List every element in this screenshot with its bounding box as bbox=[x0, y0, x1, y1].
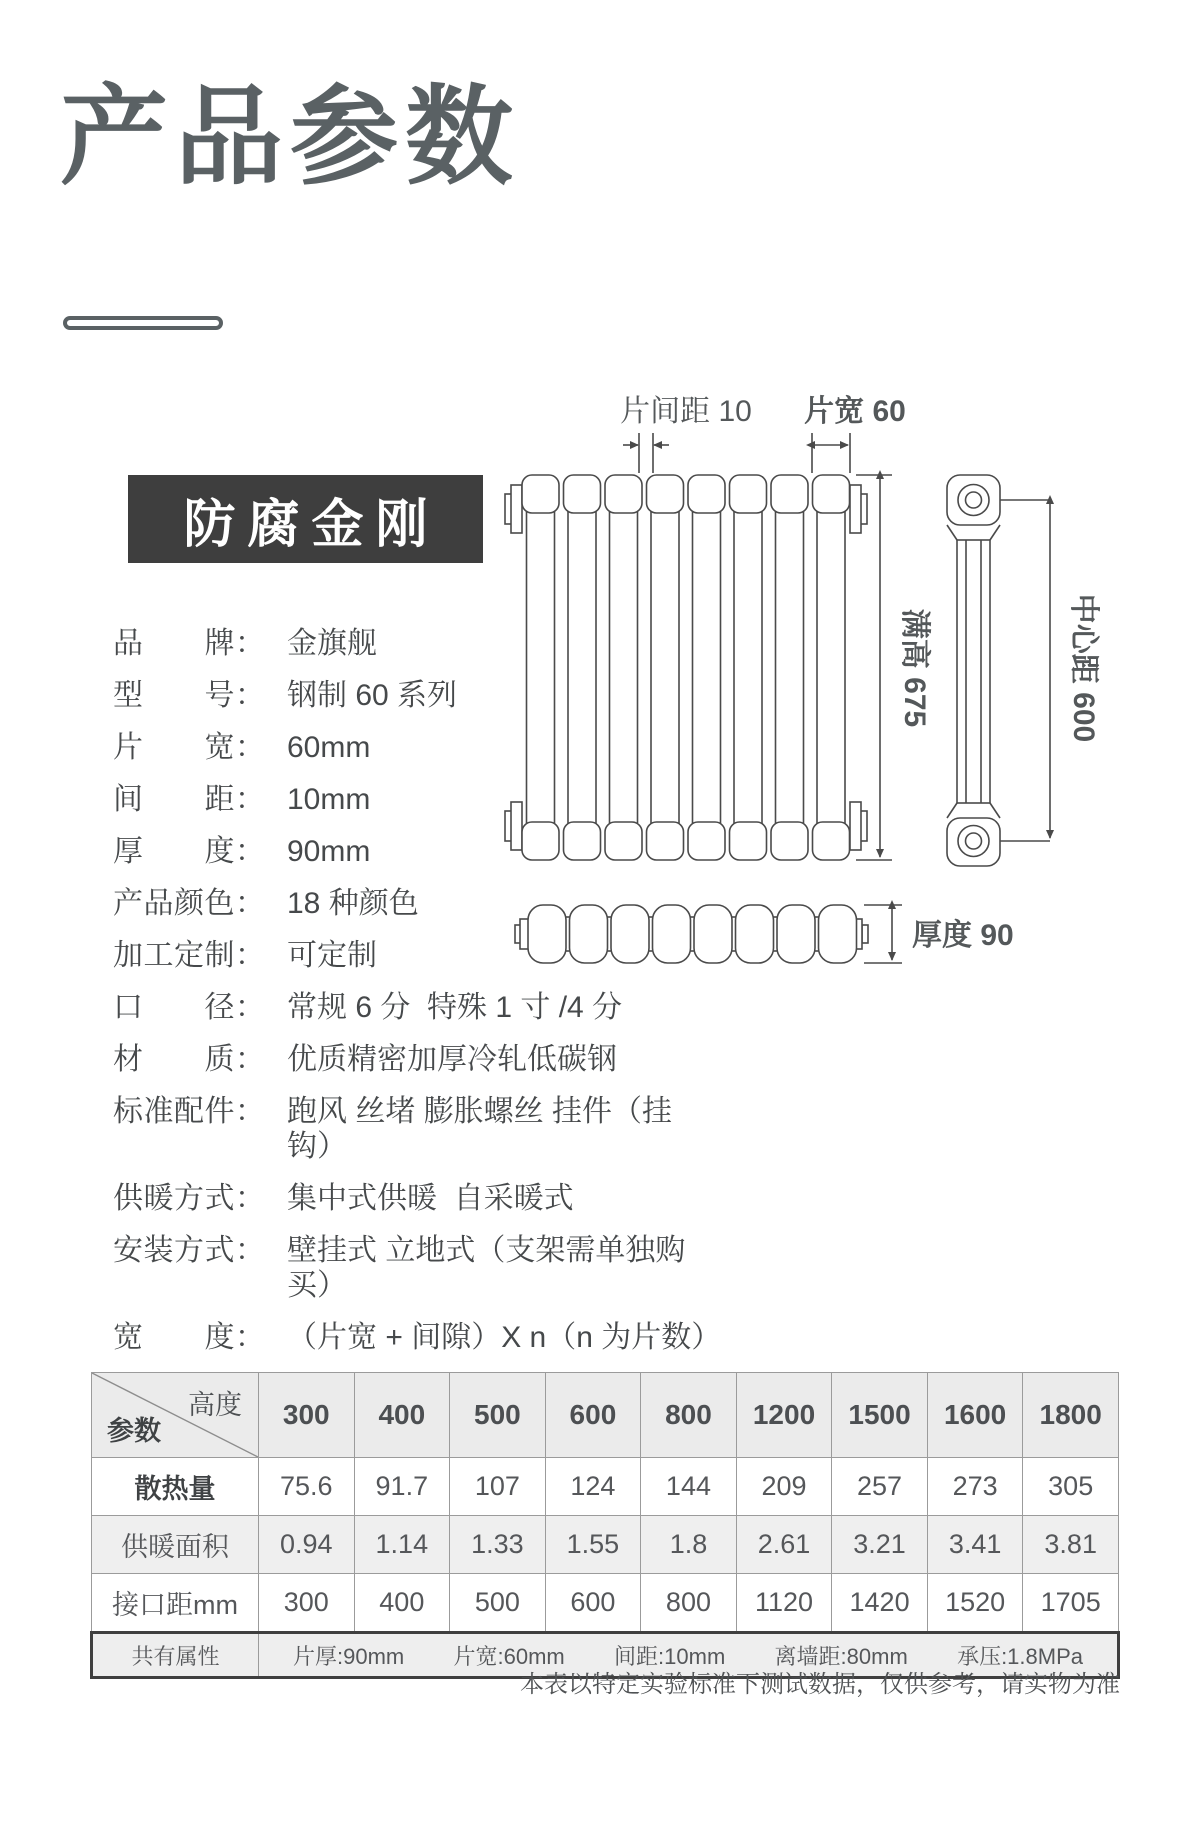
tube-caps-top bbox=[522, 475, 850, 513]
fin-gap-dimension bbox=[623, 433, 669, 473]
common-attr: 片宽:60mm bbox=[453, 1643, 565, 1669]
spec-label: 型 号： bbox=[113, 679, 265, 712]
tube-columns bbox=[527, 493, 846, 842]
table-cell: 257 bbox=[832, 1458, 928, 1516]
height-column-header: 1500 bbox=[832, 1373, 928, 1458]
table-cell: 1.8 bbox=[641, 1516, 737, 1574]
spec-value: 可定制 bbox=[287, 939, 377, 972]
spec-value: 60mm bbox=[287, 731, 371, 764]
spec-label: 材 质： bbox=[113, 1043, 265, 1076]
spec-value: 集中式供暖 自采暖式 bbox=[287, 1182, 574, 1215]
table-row-port-distance bbox=[92, 1574, 1119, 1633]
dim-label-thickness: 厚度 90 bbox=[912, 919, 1014, 952]
table-cell: 107 bbox=[450, 1458, 546, 1516]
spec-value: 90mm bbox=[287, 835, 371, 868]
table-cell: 144 bbox=[641, 1458, 737, 1516]
table-cell: 300 bbox=[259, 1574, 355, 1633]
height-column-header: 500 bbox=[450, 1373, 546, 1458]
table-header-row bbox=[92, 1373, 1119, 1458]
table-row-heat-output bbox=[92, 1458, 1119, 1516]
footer-disclaimer: 本表以特定实验标准下测试数据，仅供参考，请实物为准 bbox=[520, 1671, 1120, 1698]
table-cell: 1.33 bbox=[450, 1516, 546, 1574]
spec-label: 供暖方式： bbox=[113, 1182, 265, 1215]
table-cell: 1420 bbox=[832, 1574, 928, 1633]
table-cell: 91.7 bbox=[354, 1458, 450, 1516]
spec-value: （片宽 + 间隙）X n（n 为片数） bbox=[287, 1321, 722, 1354]
spec-value: 壁挂式 立地式（支架需单独购买） bbox=[287, 1234, 686, 1302]
row-label: 散热量 bbox=[92, 1458, 259, 1516]
spec-label: 品 牌： bbox=[113, 627, 265, 660]
height-column-header: 800 bbox=[641, 1373, 737, 1458]
spec-row-installation bbox=[113, 1233, 713, 1303]
table-cell: 600 bbox=[545, 1574, 641, 1633]
row-label: 接口距mm bbox=[92, 1574, 259, 1633]
corner-label-parameter: 参数 bbox=[107, 1416, 161, 1446]
height-column-header: 300 bbox=[259, 1373, 355, 1458]
corner-label-height: 高度 bbox=[188, 1390, 242, 1420]
table-cell: 1520 bbox=[927, 1574, 1023, 1633]
table-cell: 1705 bbox=[1023, 1574, 1119, 1633]
spec-value: 钢制 60 系列 bbox=[287, 679, 458, 712]
table-cell: 273 bbox=[927, 1458, 1023, 1516]
spec-value: 跑风 丝堵 膨胀螺丝 挂件（挂钩） bbox=[287, 1095, 673, 1163]
common-attr: 离墙距:80mm bbox=[774, 1643, 908, 1669]
table-corner-cell bbox=[92, 1373, 259, 1458]
parameter-table bbox=[90, 1372, 1120, 1679]
spec-label: 宽 度： bbox=[113, 1321, 265, 1354]
common-attributes-label: 共有属性 bbox=[92, 1633, 259, 1678]
dim-label-fin-width: 片宽 60 bbox=[804, 395, 906, 428]
product-badge: 防腐金刚 bbox=[128, 475, 483, 563]
table-cell: 3.21 bbox=[832, 1516, 928, 1574]
height-column-header: 600 bbox=[545, 1373, 641, 1458]
thickness-dimension bbox=[864, 905, 902, 963]
table-cell: 1.14 bbox=[354, 1516, 450, 1574]
table-cell: 209 bbox=[736, 1458, 832, 1516]
spec-value: 金旗舰 bbox=[287, 627, 377, 660]
row-label: 供暖面积 bbox=[92, 1516, 259, 1574]
spec-row-accessories bbox=[113, 1094, 713, 1164]
title-underline-pill bbox=[63, 316, 223, 330]
spec-row-material bbox=[113, 1042, 713, 1077]
radiator-front-view bbox=[505, 475, 867, 860]
spec-label: 加工定制： bbox=[113, 939, 265, 972]
height-column-header: 1200 bbox=[736, 1373, 832, 1458]
table-cell: 3.41 bbox=[927, 1516, 1023, 1574]
dim-label-center-distance: 中心距 600 bbox=[1067, 593, 1100, 743]
height-column-header: 1600 bbox=[927, 1373, 1023, 1458]
spec-row-width-formula bbox=[113, 1320, 722, 1355]
table-row-heating-area bbox=[92, 1516, 1119, 1574]
spec-value: 优质精密加厚冷轧低碳钢 bbox=[287, 1043, 617, 1076]
table-cell: 75.6 bbox=[259, 1458, 355, 1516]
table-cell: 1.55 bbox=[545, 1516, 641, 1574]
spec-value: 18 种颜色 bbox=[287, 887, 419, 920]
radiator-technical-drawing bbox=[440, 333, 1100, 977]
dim-label-full-height: 满高 675 bbox=[898, 608, 931, 728]
common-attr: 片厚:90mm bbox=[293, 1643, 405, 1669]
common-attr: 间距:10mm bbox=[614, 1643, 726, 1669]
spec-label: 产品颜色： bbox=[113, 887, 265, 920]
table-cell: 800 bbox=[641, 1574, 737, 1633]
common-attr: 承压:1.8MPa bbox=[957, 1643, 1083, 1669]
table-cell: 500 bbox=[450, 1574, 546, 1633]
spec-row-caliber bbox=[113, 990, 713, 1025]
table-cell: 305 bbox=[1023, 1458, 1119, 1516]
page-title: 产品参数 bbox=[60, 76, 521, 197]
height-column-header: 400 bbox=[354, 1373, 450, 1458]
spec-label: 口 径： bbox=[113, 991, 265, 1024]
spec-value: 常规 6 分 特殊 1 寸 /4 分 bbox=[287, 991, 623, 1024]
table-cell: 1120 bbox=[736, 1574, 832, 1633]
spec-label: 标准配件： bbox=[113, 1095, 265, 1128]
center-distance-dimension bbox=[1000, 500, 1050, 841]
tube-caps-bottom bbox=[522, 822, 850, 860]
radiator-top-view bbox=[515, 905, 868, 963]
height-column-header: 1800 bbox=[1023, 1373, 1119, 1458]
spec-value: 10mm bbox=[287, 783, 371, 816]
spec-label: 厚 度： bbox=[113, 835, 265, 868]
spec-label: 间 距： bbox=[113, 783, 265, 816]
fin-width-dimension bbox=[812, 433, 850, 473]
spec-row-heating-mode bbox=[113, 1181, 713, 1216]
table-cell: 400 bbox=[354, 1574, 450, 1633]
spec-label: 安装方式： bbox=[113, 1234, 265, 1267]
dim-label-fin-gap: 片间距 10 bbox=[620, 395, 752, 428]
table-cell: 0.94 bbox=[259, 1516, 355, 1574]
spec-label: 片 宽： bbox=[113, 731, 265, 764]
table-cell: 124 bbox=[545, 1458, 641, 1516]
table-cell: 2.61 bbox=[736, 1516, 832, 1574]
table-cell: 3.81 bbox=[1023, 1516, 1119, 1574]
radiator-side-view bbox=[947, 475, 1000, 866]
